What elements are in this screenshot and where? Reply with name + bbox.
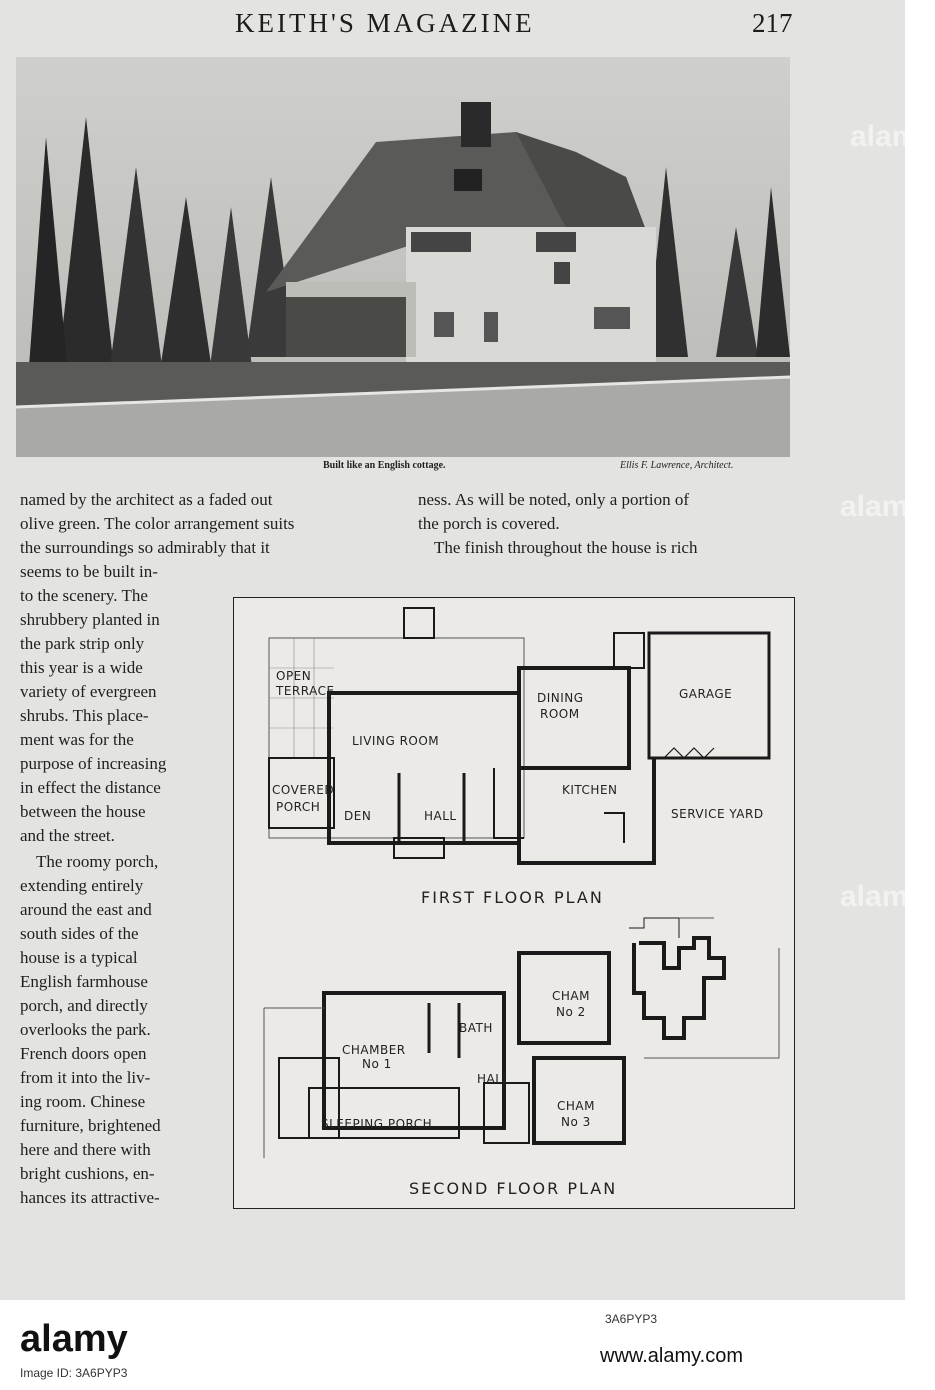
body-line: overlooks the park.: [20, 1020, 151, 1039]
body-line: porch, and directly: [20, 996, 148, 1015]
photo-caption: Built like an English cottage.: [323, 460, 446, 471]
first-floor-title: FIRST FLOOR PLAN: [421, 888, 604, 907]
body-line: shrubbery planted in: [20, 610, 160, 629]
room-label: TERRACE: [276, 684, 335, 698]
room-label: GARAGE: [679, 687, 733, 701]
body-line: this year is a wide: [20, 658, 143, 677]
body-line: seems to be built in-: [20, 562, 158, 581]
room-label: CHAM: [557, 1099, 595, 1113]
room-label: PORCH: [276, 800, 321, 814]
second-floor-title: SECOND FLOOR PLAN: [409, 1179, 618, 1198]
image-code: 3A6PYP3: [605, 1312, 658, 1326]
room-label: BATH: [459, 1021, 493, 1035]
body-line: English farmhouse: [20, 972, 148, 991]
watermark: alamy: [840, 490, 926, 523]
stock-footer: [0, 1300, 905, 1390]
body-line: the park strip only: [20, 634, 145, 653]
magazine-title: KEITH'S MAGAZINE: [235, 8, 535, 38]
body-line: olive green. The color arrangement suits: [20, 514, 295, 533]
room-label: KITCHEN: [562, 783, 618, 797]
room-label: CHAM: [552, 989, 590, 1003]
body-line: the surroundings so admirably that it: [20, 538, 270, 557]
body-line: bright cushions, en-: [20, 1164, 155, 1183]
brand-logo: alamy: [20, 1318, 128, 1360]
body-line: house is a typical: [20, 948, 138, 967]
body-line: named by the architect as a faded out: [20, 490, 273, 509]
body-line: extending entirely: [20, 876, 144, 895]
body-line: from it into the liv-: [20, 1068, 151, 1087]
photo-credit: Ellis F. Lawrence, Architect.: [620, 460, 734, 471]
watermark: alamy: [840, 880, 926, 913]
room-label: ROOM: [540, 707, 580, 721]
body-line: shrubs. This place-: [20, 706, 149, 725]
body-line: hances its attractive-: [20, 1188, 160, 1207]
body-line: variety of evergreen: [20, 682, 157, 701]
room-label: DINING: [537, 691, 584, 705]
room-label: LIVING ROOM: [352, 734, 440, 748]
room-label: OPEN: [276, 669, 312, 683]
page-number: 217: [752, 8, 793, 38]
body-line: furniture, brightened: [20, 1116, 161, 1135]
body-line: to the scenery. The: [20, 586, 148, 605]
house-photo: [16, 57, 790, 457]
floor-plans: [233, 597, 795, 1209]
body-line: and the street.: [20, 826, 115, 845]
room-label: HALL: [424, 809, 457, 823]
watermark: alamy: [850, 120, 935, 153]
body-line: ing room. Chinese: [20, 1092, 146, 1111]
domain-link[interactable]: www.alamy.com: [600, 1345, 743, 1367]
room-label: No 3: [561, 1115, 591, 1129]
room-label: HALL: [477, 1072, 510, 1086]
room-label: No 1: [362, 1057, 392, 1071]
body-line: The finish throughout the house is rich: [434, 538, 698, 557]
room-label: COVERED: [272, 783, 335, 797]
room-label: SERVICE YARD: [671, 807, 764, 821]
room-label: No 2: [556, 1005, 586, 1019]
body-line: between the house: [20, 802, 146, 821]
body-line: ness. As will be noted, only a portion of: [418, 490, 690, 509]
floor-plans-drawing: [234, 598, 794, 1208]
body-line: south sides of the: [20, 924, 139, 943]
body-line: The roomy porch,: [36, 852, 159, 871]
body-line: French doors open: [20, 1044, 147, 1063]
room-label: DEN: [344, 809, 372, 823]
body-line: here and there with: [20, 1140, 151, 1159]
body-line: purpose of increasing: [20, 754, 167, 773]
image-id: Image ID: 3A6PYP3: [20, 1366, 128, 1380]
cottage-illustration: [16, 57, 790, 457]
body-line: the porch is covered.: [418, 514, 560, 533]
room-label: SLEEPING PORCH: [321, 1117, 433, 1131]
room-label: CHAMBER: [342, 1043, 406, 1057]
body-line: ment was for the: [20, 730, 134, 749]
body-line: around the east and: [20, 900, 152, 919]
body-line: in effect the distance: [20, 778, 161, 797]
